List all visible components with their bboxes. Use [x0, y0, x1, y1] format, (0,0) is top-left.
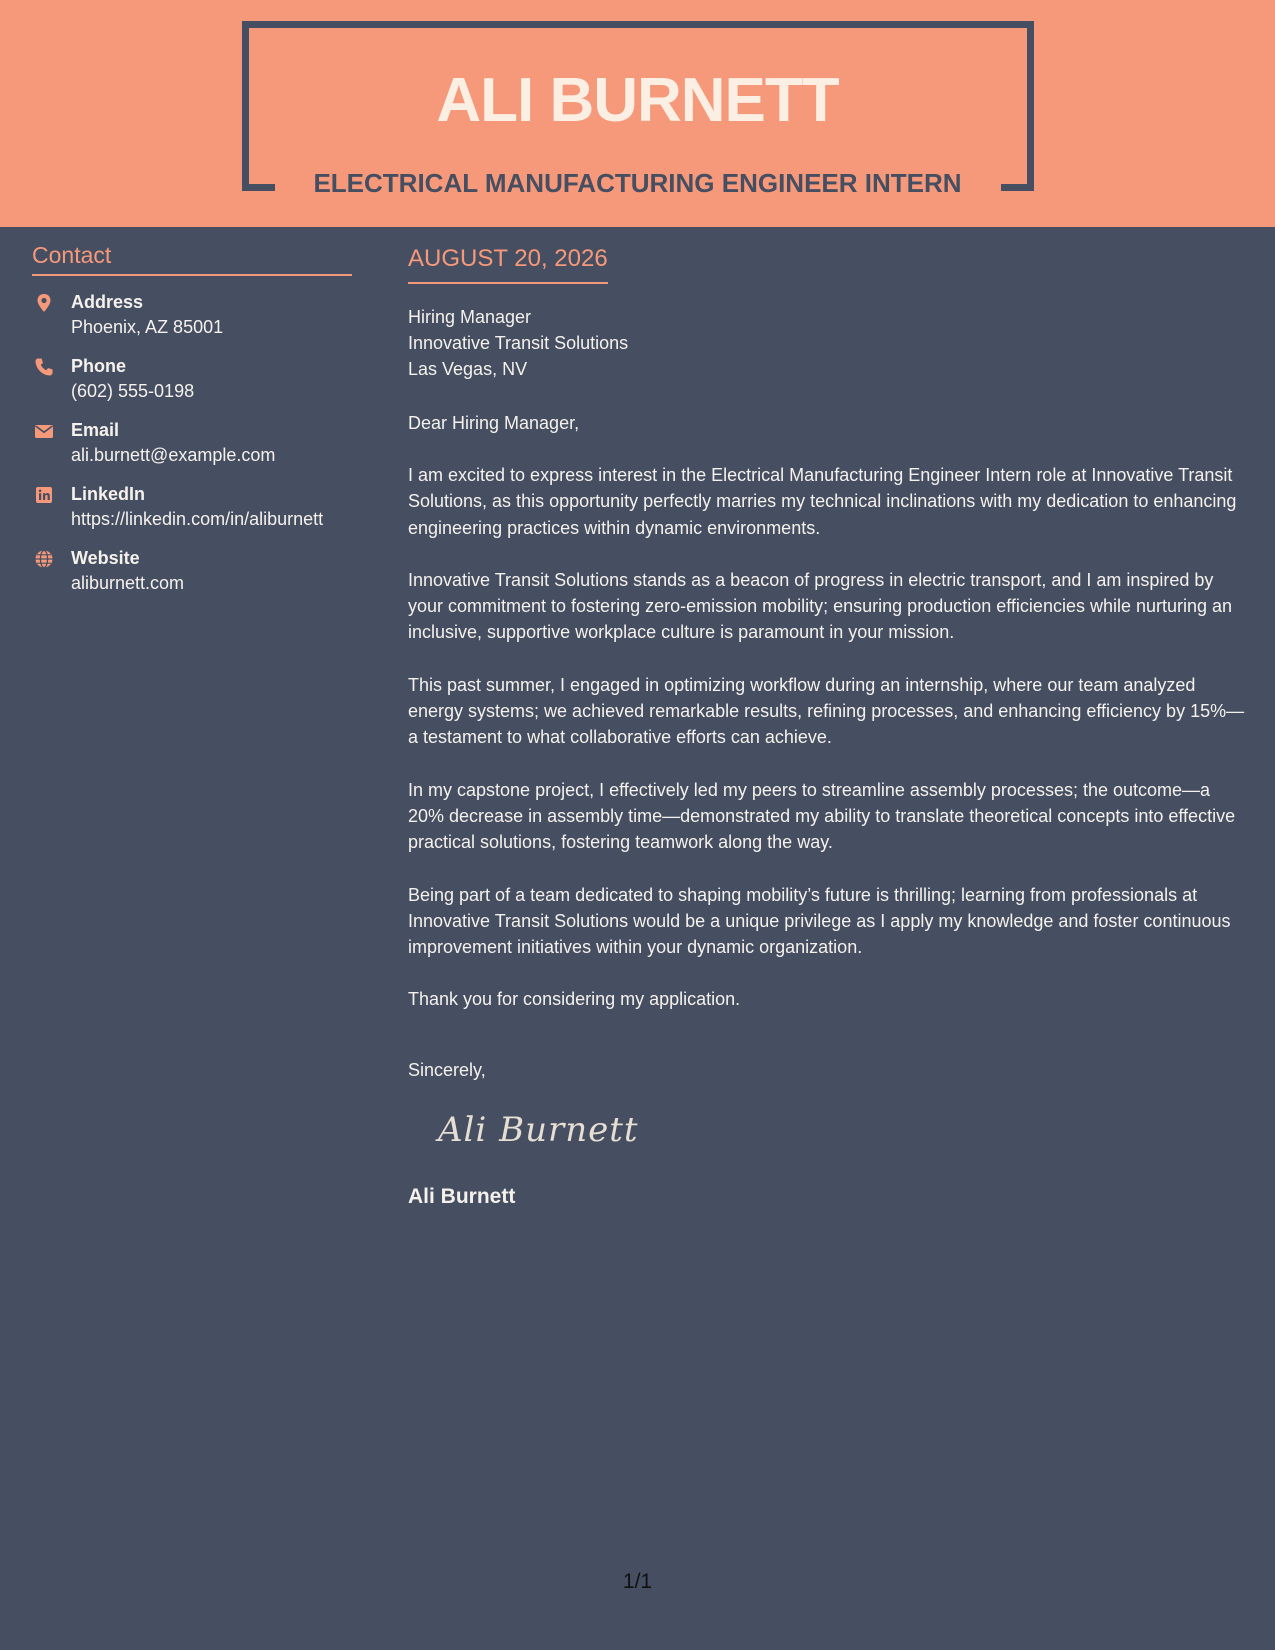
- recipient-line: Innovative Transit Solutions: [408, 333, 629, 353]
- body-paragraph: Thank you for considering my application.: [408, 989, 741, 1010]
- contact-item-linkedin: [32, 482, 352, 532]
- contact-item-email: [32, 418, 352, 468]
- recipient-block: [408, 304, 1248, 382]
- body-paragraph: This past summer, I engaged in optimizing workflow during an internship, where our team analyzed energy systems; we achieved remarkable results, refining processes, and enhancing efficiency by 15%—a testament to what collaborative efforts can achieve.: [408, 674, 1245, 748]
- page-number: 1/1: [622, 1570, 653, 1593]
- signed-name: Ali Burnett: [408, 1184, 516, 1208]
- contact-item-phone: [32, 354, 352, 404]
- contact-item-website: [32, 546, 352, 596]
- contact-sidebar: [32, 240, 352, 596]
- linkedin-icon: [34, 485, 54, 505]
- header-banner: [0, 0, 1275, 227]
- phone-value: (602) 555-0198: [71, 381, 195, 401]
- globe-icon: [34, 549, 54, 569]
- applicant-name: ALI BURNETT: [436, 66, 839, 135]
- header-frame-top: [242, 21, 1034, 28]
- body-paragraph: I am excited to express interest in the Electrical Manufacturing Engineer Intern role at Innovative Transit Solutions, as this opportunity perfectly marries my technical inclinations with my dedication to enhancing engineering practices within dynamic environments.: [408, 465, 1237, 538]
- letter-body: [408, 242, 1248, 1211]
- salutation: Dear Hiring Manager,: [408, 413, 580, 433]
- body-paragraph: Innovative Transit Solutions stands as a beacon of progress in electric transport, and I am inspired by your commitment to fostering zero-emission mobility; ensuring production efficiencies while nurturing an inclusive, supportive workplace culture is paramount in your mission.: [408, 569, 1233, 643]
- letter-date: AUGUST 20, 2026: [408, 242, 608, 284]
- job-title: ELECTRICAL MANUFACTURING ENGINEER INTERN: [313, 168, 962, 198]
- envelope-icon: [34, 421, 54, 441]
- address-label: Address: [71, 292, 144, 312]
- linkedin-label: LinkedIn: [71, 484, 146, 504]
- body-paragraph: Being part of a team dedicated to shaping mobility’s future is thrilling; learning from professionals at Innovative Transit Solutions would be a unique privilege as I apply my knowledge and foster continuous improvement initiatives within your dynamic organization.: [408, 884, 1231, 958]
- linkedin-value[interactable]: https://linkedin.com/in/aliburnett: [71, 509, 324, 529]
- phone-label: Phone: [71, 356, 127, 376]
- handwritten-signature: Ali Burnett: [438, 1109, 639, 1150]
- recipient-line: Las Vegas, NV: [408, 359, 528, 379]
- closing: Sincerely,: [408, 1059, 486, 1080]
- contact-item-address: [32, 290, 352, 340]
- email-label: Email: [71, 420, 120, 440]
- website-label: Website: [71, 548, 140, 568]
- email-value: ali.burnett@example.com: [71, 445, 276, 465]
- recipient-line: Hiring Manager: [408, 307, 532, 327]
- body-paragraph: In my capstone project, I effectively led my peers to streamline assembly processes; the outcome—a 20% decrease in assembly time—demonstrated my ability to translate theoretical concepts into effective practical solutions, fostering teamwork along the way.: [408, 779, 1236, 853]
- website-value[interactable]: aliburnett.com: [71, 573, 185, 593]
- address-value: Phoenix, AZ 85001: [71, 317, 224, 337]
- phone-icon: [34, 357, 54, 377]
- contact-heading: Contact: [32, 240, 352, 276]
- location-pin-icon: [34, 293, 54, 313]
